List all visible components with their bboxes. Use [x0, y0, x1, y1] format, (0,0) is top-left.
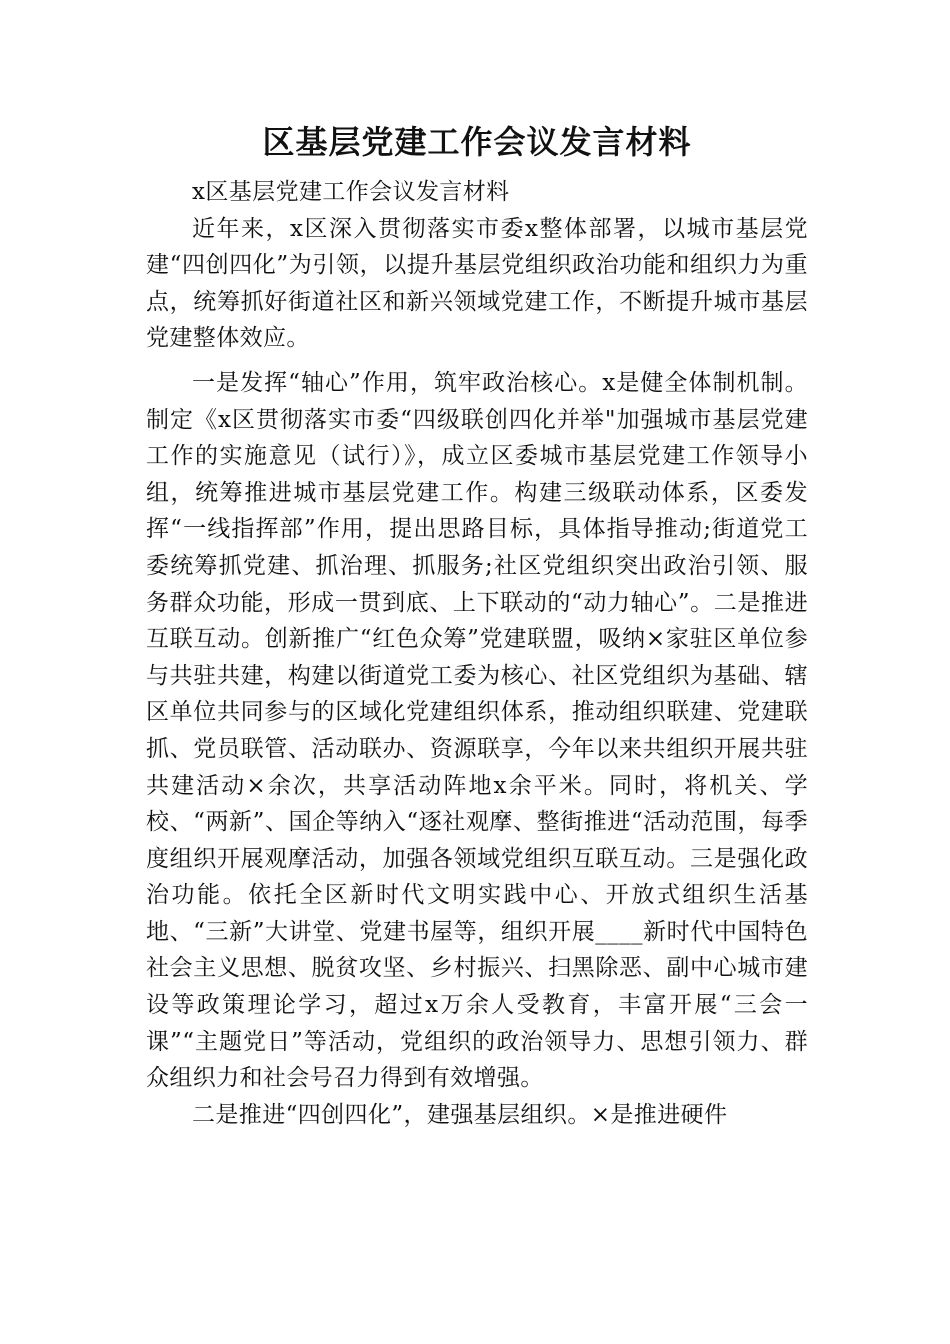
document-page — [146, 118, 808, 1133]
section-two-paragraph: 二是推进“四创四化”，建强基层组织。×是推进硬件 — [192, 1101, 728, 1128]
document-subtitle-paragraph: x区基层党建工作会议发言材料 — [192, 179, 510, 205]
section-one-paragraph: 一是发挥“轴心”作用，筑牢政治核心。x是健全体制机制。制定《x区贯彻落实市委“四级联创四化并举"加强城市基层党建工作的实施意见（试行）》，成立区委城市基层党建工作领导小组，统筹推进城市基层党建工作。构建三级联动体系，区委发挥“一线指挥部”作用，提出思路目标，具体指导推动;街道党工委统筹抓党建、抓治理、抓服务;社区党组织突出政治引领、服务群众功能，形成一贯到底、上下联动的“动力轴心”。二是推进互联互动。创新推广“红色众筹”党建联盟，吸纳×家驻区单位参与共驻共建，构建以街道党工委为核心、社区党组织为基础、辖区单位共同参与的区域化党建组织体系，推动组织联建、党建联抓、党员联管、活动联办、资源联享，今年以来共组织开展共驻共建活动×余次，共享活动阵地x余平米。同时，将机关、学校、“两新”、国企等纳入“逐社观摩、整街推进“活动范围，每季度组织开展观摩活动，加强各领域党组织互联互动。三是强化政治功能。依托全区新时代文明实践中心、开放式组织生活基地、“三新”大讲堂、党建书屋等，组织开展____新时代中国特色社会主义思想、脱贫攻坚、乡村振兴、扫黑除恶、副中心城市建设等政策理论学习，超过x万余人受教育，丰富开展“三会一课”“主题党日”等活动，党组织的政治领导力、思想引领力、群众组织力和社会号召力得到有效增强。 — [146, 369, 808, 1092]
intro-paragraph: 近年来，x区深入贯彻落实市委x整体部署，以城市基层党建“四创四化”为引领，以提升基层党组织政治功能和组织力为重点，统筹抓好街道社区和新兴领域党建工作，不断提升城市基层党建整体效应。 — [146, 215, 808, 352]
document-title: 区基层党建工作会议发言材料 — [262, 123, 692, 161]
